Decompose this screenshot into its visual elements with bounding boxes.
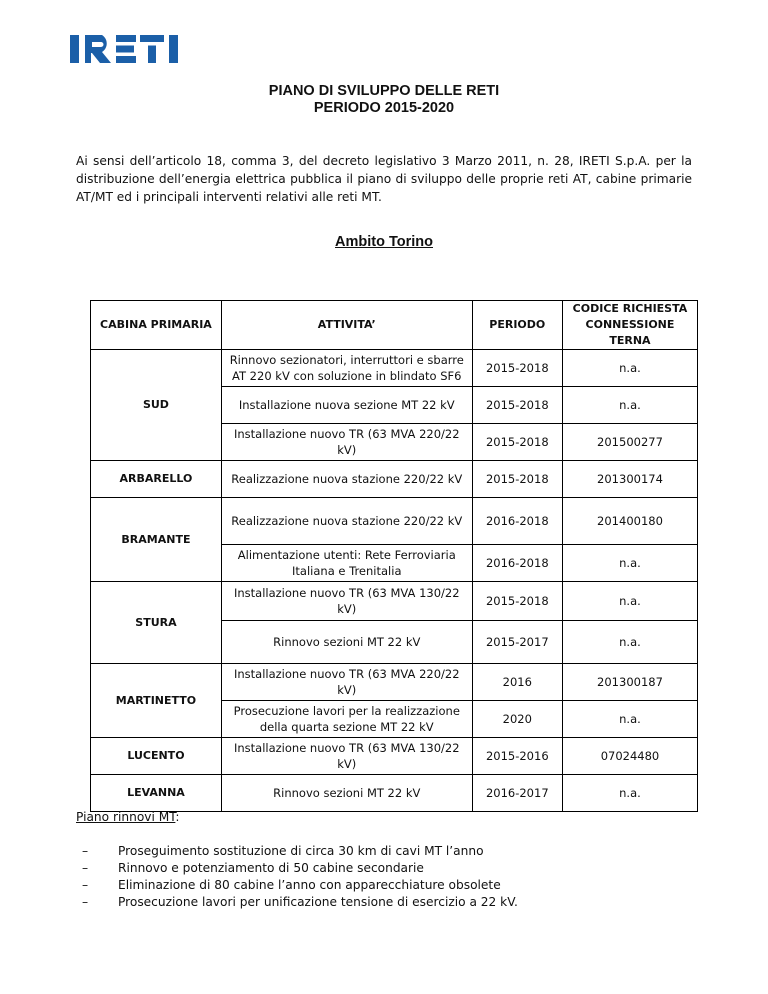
table-row (91, 582, 698, 621)
cabina-cell: ARBARELLO (91, 461, 222, 498)
codice-cell: n.a. (562, 545, 697, 582)
periodo-cell: 2016 (472, 664, 562, 701)
periodo-cell: 2015-2018 (472, 582, 562, 621)
ireti-logo (70, 33, 182, 65)
piano-rinnovi-label: Piano rinnovi MT (76, 810, 176, 824)
list-item: – Prosecuzione lavori per unificazione tensione di esercizio a 22 kV. (76, 894, 518, 911)
periodo-cell: 2016-2017 (472, 775, 562, 812)
cabina-cell: MARTINETTO (91, 664, 222, 738)
attivita-cell: Rinnovo sezioni MT 22 kV (221, 621, 472, 664)
attivita-cell: Installazione nuova sezione MT 22 kV (221, 387, 472, 424)
table-row (91, 461, 698, 498)
piano-rinnovi-list (76, 843, 518, 911)
attivita-cell: Installazione nuovo TR (63 MVA 220/22 kV) (221, 664, 472, 701)
codice-cell: n.a. (562, 621, 697, 664)
periodo-cell: 2016-2018 (472, 545, 562, 582)
attivita-cell: Installazione nuovo TR (63 MVA 220/22 kV) (221, 424, 472, 461)
cabina-cell: SUD (91, 350, 222, 461)
document-title: PIANO DI SVILUPPO DELLE RETI (268, 83, 500, 99)
intro-paragraph: Ai sensi dell’articolo 18, comma 3, del decreto legislativo 3 Marzo 2011, n. 28, IRETI S.p.A. per la distribuzione dell’energia elettrica pubblica il piano di sviluppo delle proprie reti AT, cabine primarie AT/MT ed i principali interventi relativi alle reti MT. (76, 154, 692, 204)
attivita-cell: Installazione nuovo TR (63 MVA 130/22 kV) (221, 582, 472, 621)
header-cabina: CABINA PRIMARIA (91, 301, 222, 350)
list-item: – Rinnovo e potenziamento di 50 cabine secondarie (76, 860, 518, 877)
codice-cell: n.a. (562, 775, 697, 812)
list-item: – Proseguimento sostituzione di circa 30 km di cavi MT l’anno (76, 843, 518, 860)
periodo-cell: 2020 (472, 701, 562, 738)
codice-cell: n.a. (562, 350, 697, 387)
codice-cell: n.a. (562, 387, 697, 424)
list-item: – Eliminazione di 80 cabine l’anno con apparecchiature obsolete (76, 877, 518, 894)
attivita-cell: Realizzazione nuova stazione 220/22 kV (221, 461, 472, 498)
header-periodo: PERIODO (472, 301, 562, 350)
attivita-cell: Rinnovo sezioni MT 22 kV (221, 775, 472, 812)
table-row (91, 664, 698, 701)
periodo-cell: 2015-2018 (472, 350, 562, 387)
attivita-cell: Prosecuzione lavori per la realizzazione della quarta sezione MT 22 kV (221, 701, 472, 738)
codice-cell: 07024480 (562, 738, 697, 775)
cabina-cell: STURA (91, 582, 222, 664)
codice-cell: n.a. (562, 582, 697, 621)
header-codice: CODICE RICHIESTA CONNESSIONE TERNA (562, 301, 697, 350)
periodo-cell: 2015-2018 (472, 387, 562, 424)
attivita-cell: Rinnovo sezionatori, interruttori e sbarre AT 220 kV con soluzione in blindato SF6 (221, 350, 472, 387)
section-heading: Ambito Torino (335, 234, 433, 250)
cabina-cell: LUCENTO (91, 738, 222, 775)
cabina-cell: BRAMANTE (91, 498, 222, 582)
codice-cell: 201400180 (562, 498, 697, 545)
periodo-cell: 2015-2018 (472, 461, 562, 498)
table-row (91, 350, 698, 387)
cabina-cell: LEVANNA (91, 775, 222, 812)
table-header-row (91, 301, 698, 350)
header-attivita: ATTIVITA’ (221, 301, 472, 350)
table-row (91, 775, 698, 812)
periodo-cell: 2015-2016 (472, 738, 562, 775)
piano-rinnovi-heading: Piano rinnovi MT: (76, 810, 180, 824)
attivita-cell: Alimentazione utenti: Rete Ferroviaria Italiana e Trenitalia (221, 545, 472, 582)
codice-cell: 201300187 (562, 664, 697, 701)
attivita-cell: Installazione nuovo TR (63 MVA 130/22 kV) (221, 738, 472, 775)
development-plan-table (90, 300, 698, 812)
attivita-cell: Realizzazione nuova stazione 220/22 kV (221, 498, 472, 545)
document-subtitle: PERIODO 2015-2020 (313, 100, 455, 116)
periodo-cell: 2015-2017 (472, 621, 562, 664)
table-row (91, 738, 698, 775)
periodo-cell: 2015-2018 (472, 424, 562, 461)
codice-cell: n.a. (562, 701, 697, 738)
periodo-cell: 2016-2018 (472, 498, 562, 545)
table-row (91, 498, 698, 545)
codice-cell: 201500277 (562, 424, 697, 461)
codice-cell: 201300174 (562, 461, 697, 498)
